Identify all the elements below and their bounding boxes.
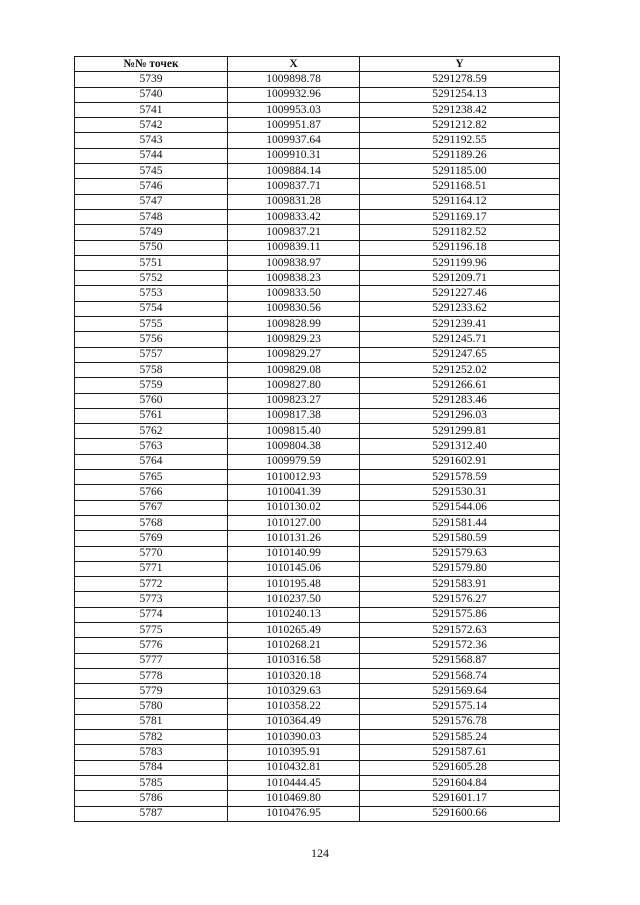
x-coordinate-cell: 1009898.78 [228, 72, 360, 87]
header-point-number: №№ точек [75, 57, 228, 72]
y-coordinate-cell: 5291576.78 [360, 714, 560, 729]
table-row [75, 760, 560, 775]
x-coordinate-cell: 1009827.80 [228, 378, 360, 393]
y-coordinate-cell: 5291580.59 [360, 531, 560, 546]
table-row [75, 791, 560, 806]
y-coordinate-cell: 5291168.51 [360, 179, 560, 194]
x-coordinate-cell: 1010131.26 [228, 531, 360, 546]
table-row [75, 714, 560, 729]
point-number-cell: 5743 [75, 133, 228, 148]
x-coordinate-cell: 1009937.64 [228, 133, 360, 148]
table-row [75, 225, 560, 240]
table-row [75, 668, 560, 683]
table-row [75, 730, 560, 745]
point-number-cell: 5767 [75, 500, 228, 515]
y-coordinate-cell: 5291530.31 [360, 485, 560, 500]
table-row [75, 148, 560, 163]
y-coordinate-cell: 5291299.81 [360, 424, 560, 439]
y-coordinate-cell: 5291587.61 [360, 745, 560, 760]
y-coordinate-cell: 5291185.00 [360, 164, 560, 179]
y-coordinate-cell: 5291585.24 [360, 730, 560, 745]
y-coordinate-cell: 5291247.65 [360, 347, 560, 362]
table-row [75, 194, 560, 209]
y-coordinate-cell: 5291266.61 [360, 378, 560, 393]
point-number-cell: 5773 [75, 592, 228, 607]
x-coordinate-cell: 1009817.38 [228, 408, 360, 423]
x-coordinate-cell: 1009830.56 [228, 301, 360, 316]
table-row [75, 500, 560, 515]
x-coordinate-cell: 1010240.13 [228, 607, 360, 622]
point-number-cell: 5747 [75, 194, 228, 209]
y-coordinate-cell: 5291568.87 [360, 653, 560, 668]
y-coordinate-cell: 5291579.63 [360, 546, 560, 561]
table-row [75, 286, 560, 301]
table-row [75, 546, 560, 561]
point-number-cell: 5780 [75, 699, 228, 714]
y-coordinate-cell: 5291209.71 [360, 271, 560, 286]
x-coordinate-cell: 1010476.95 [228, 806, 360, 821]
point-number-cell: 5768 [75, 515, 228, 530]
y-coordinate-cell: 5291169.17 [360, 209, 560, 224]
x-coordinate-cell: 1010130.02 [228, 500, 360, 515]
table-row [75, 393, 560, 408]
x-coordinate-cell: 1010041.39 [228, 485, 360, 500]
table-row [75, 317, 560, 332]
y-coordinate-cell: 5291245.71 [360, 332, 560, 347]
point-number-cell: 5781 [75, 714, 228, 729]
y-coordinate-cell: 5291196.18 [360, 240, 560, 255]
y-coordinate-cell: 5291576.27 [360, 592, 560, 607]
table-row [75, 72, 560, 87]
table-row [75, 592, 560, 607]
y-coordinate-cell: 5291189.26 [360, 148, 560, 163]
x-coordinate-cell: 1010268.21 [228, 638, 360, 653]
x-coordinate-cell: 1010469.80 [228, 791, 360, 806]
table-row [75, 439, 560, 454]
point-number-cell: 5765 [75, 470, 228, 485]
point-number-cell: 5754 [75, 301, 228, 316]
x-coordinate-cell: 1010444.45 [228, 775, 360, 790]
point-number-cell: 5739 [75, 72, 228, 87]
table-row [75, 209, 560, 224]
y-coordinate-cell: 5291227.46 [360, 286, 560, 301]
x-coordinate-cell: 1010195.48 [228, 577, 360, 592]
table-body [75, 72, 560, 822]
table-row [75, 699, 560, 714]
point-number-cell: 5778 [75, 668, 228, 683]
table-row [75, 775, 560, 790]
point-number-cell: 5769 [75, 531, 228, 546]
point-number-cell: 5759 [75, 378, 228, 393]
y-coordinate-cell: 5291579.80 [360, 561, 560, 576]
y-coordinate-cell: 5291192.55 [360, 133, 560, 148]
y-coordinate-cell: 5291575.14 [360, 699, 560, 714]
x-coordinate-cell: 1009828.99 [228, 317, 360, 332]
point-number-cell: 5771 [75, 561, 228, 576]
y-coordinate-cell: 5291581.44 [360, 515, 560, 530]
table-row [75, 577, 560, 592]
table-row [75, 87, 560, 102]
x-coordinate-cell: 1009831.28 [228, 194, 360, 209]
table-row [75, 638, 560, 653]
point-number-cell: 5745 [75, 164, 228, 179]
x-coordinate-cell: 1009829.08 [228, 362, 360, 377]
point-number-cell: 5742 [75, 118, 228, 133]
y-coordinate-cell: 5291212.82 [360, 118, 560, 133]
x-coordinate-cell: 1009829.27 [228, 347, 360, 362]
point-number-cell: 5752 [75, 271, 228, 286]
x-coordinate-cell: 1009833.42 [228, 209, 360, 224]
point-number-cell: 5785 [75, 775, 228, 790]
y-coordinate-cell: 5291572.63 [360, 622, 560, 637]
table-row [75, 332, 560, 347]
point-number-cell: 5783 [75, 745, 228, 760]
y-coordinate-cell: 5291578.59 [360, 470, 560, 485]
y-coordinate-cell: 5291252.02 [360, 362, 560, 377]
y-coordinate-cell: 5291278.59 [360, 72, 560, 87]
table-row [75, 102, 560, 117]
x-coordinate-cell: 1009804.38 [228, 439, 360, 454]
y-coordinate-cell: 5291238.42 [360, 102, 560, 117]
table-row [75, 378, 560, 393]
x-coordinate-cell: 1010012.93 [228, 470, 360, 485]
y-coordinate-cell: 5291568.74 [360, 668, 560, 683]
point-number-cell: 5756 [75, 332, 228, 347]
table-row [75, 806, 560, 821]
y-coordinate-cell: 5291199.96 [360, 255, 560, 270]
point-number-cell: 5755 [75, 317, 228, 332]
point-number-cell: 5753 [75, 286, 228, 301]
x-coordinate-cell: 1009837.21 [228, 225, 360, 240]
point-number-cell: 5750 [75, 240, 228, 255]
y-coordinate-cell: 5291254.13 [360, 87, 560, 102]
table-row [75, 470, 560, 485]
x-coordinate-cell: 1009837.71 [228, 179, 360, 194]
y-coordinate-cell: 5291602.91 [360, 454, 560, 469]
point-number-cell: 5770 [75, 546, 228, 561]
table-row [75, 745, 560, 760]
table-row [75, 133, 560, 148]
x-coordinate-cell: 1009951.87 [228, 118, 360, 133]
x-coordinate-cell: 1010358.22 [228, 699, 360, 714]
header-x: X [228, 57, 360, 72]
point-number-cell: 5757 [75, 347, 228, 362]
table-row [75, 684, 560, 699]
x-coordinate-cell: 1009932.96 [228, 87, 360, 102]
x-coordinate-cell: 1009833.50 [228, 286, 360, 301]
y-coordinate-cell: 5291312.40 [360, 439, 560, 454]
x-coordinate-cell: 1009823.27 [228, 393, 360, 408]
table-row [75, 255, 560, 270]
point-number-cell: 5782 [75, 730, 228, 745]
y-coordinate-cell: 5291544.06 [360, 500, 560, 515]
table-row [75, 515, 560, 530]
y-coordinate-cell: 5291601.17 [360, 791, 560, 806]
table-row [75, 362, 560, 377]
x-coordinate-cell: 1010316.58 [228, 653, 360, 668]
x-coordinate-cell: 1010364.49 [228, 714, 360, 729]
x-coordinate-cell: 1010265.49 [228, 622, 360, 637]
point-number-cell: 5774 [75, 607, 228, 622]
point-number-cell: 5740 [75, 87, 228, 102]
table-row [75, 485, 560, 500]
point-number-cell: 5746 [75, 179, 228, 194]
x-coordinate-cell: 1010320.18 [228, 668, 360, 683]
point-number-cell: 5779 [75, 684, 228, 699]
point-number-cell: 5772 [75, 577, 228, 592]
y-coordinate-cell: 5291569.64 [360, 684, 560, 699]
table-row [75, 301, 560, 316]
table-row [75, 240, 560, 255]
y-coordinate-cell: 5291575.86 [360, 607, 560, 622]
y-coordinate-cell: 5291182.52 [360, 225, 560, 240]
x-coordinate-cell: 1010395.91 [228, 745, 360, 760]
x-coordinate-cell: 1009838.97 [228, 255, 360, 270]
y-coordinate-cell: 5291296.03 [360, 408, 560, 423]
point-number-cell: 5749 [75, 225, 228, 240]
point-number-cell: 5786 [75, 791, 228, 806]
point-number-cell: 5784 [75, 760, 228, 775]
x-coordinate-cell: 1010127.00 [228, 515, 360, 530]
x-coordinate-cell: 1009838.23 [228, 271, 360, 286]
point-number-cell: 5776 [75, 638, 228, 653]
table-row [75, 561, 560, 576]
x-coordinate-cell: 1010329.63 [228, 684, 360, 699]
x-coordinate-cell: 1010390.03 [228, 730, 360, 745]
table-row [75, 454, 560, 469]
y-coordinate-cell: 5291583.91 [360, 577, 560, 592]
x-coordinate-cell: 1009829.23 [228, 332, 360, 347]
x-coordinate-cell: 1009953.03 [228, 102, 360, 117]
header-y: Y [360, 57, 560, 72]
table-row [75, 179, 560, 194]
point-number-cell: 5751 [75, 255, 228, 270]
table-row [75, 424, 560, 439]
point-number-cell: 5777 [75, 653, 228, 668]
table-row [75, 408, 560, 423]
point-number-cell: 5766 [75, 485, 228, 500]
x-coordinate-cell: 1009884.14 [228, 164, 360, 179]
x-coordinate-cell: 1010237.50 [228, 592, 360, 607]
table-row [75, 653, 560, 668]
table-row [75, 271, 560, 286]
y-coordinate-cell: 5291605.28 [360, 760, 560, 775]
y-coordinate-cell: 5291604.84 [360, 775, 560, 790]
y-coordinate-cell: 5291164.12 [360, 194, 560, 209]
table-row [75, 164, 560, 179]
point-number-cell: 5761 [75, 408, 228, 423]
x-coordinate-cell: 1009910.31 [228, 148, 360, 163]
table-row [75, 622, 560, 637]
y-coordinate-cell: 5291283.46 [360, 393, 560, 408]
table-header-row [75, 57, 560, 72]
point-number-cell: 5787 [75, 806, 228, 821]
x-coordinate-cell: 1009815.40 [228, 424, 360, 439]
point-number-cell: 5762 [75, 424, 228, 439]
table-row [75, 118, 560, 133]
point-number-cell: 5760 [75, 393, 228, 408]
point-number-cell: 5758 [75, 362, 228, 377]
y-coordinate-cell: 5291572.36 [360, 638, 560, 653]
x-coordinate-cell: 1009839.11 [228, 240, 360, 255]
table-row [75, 347, 560, 362]
point-number-cell: 5764 [75, 454, 228, 469]
x-coordinate-cell: 1010145.06 [228, 561, 360, 576]
table-row [75, 607, 560, 622]
x-coordinate-cell: 1009979.59 [228, 454, 360, 469]
x-coordinate-cell: 1010432.81 [228, 760, 360, 775]
point-number-cell: 5744 [75, 148, 228, 163]
point-number-cell: 5741 [75, 102, 228, 117]
x-coordinate-cell: 1010140.99 [228, 546, 360, 561]
y-coordinate-cell: 5291233.62 [360, 301, 560, 316]
point-number-cell: 5748 [75, 209, 228, 224]
coordinates-table [74, 56, 560, 822]
table-row [75, 531, 560, 546]
y-coordinate-cell: 5291600.66 [360, 806, 560, 821]
point-number-cell: 5763 [75, 439, 228, 454]
point-number-cell: 5775 [75, 622, 228, 637]
page-number: 124 [311, 846, 329, 860]
y-coordinate-cell: 5291239.41 [360, 317, 560, 332]
